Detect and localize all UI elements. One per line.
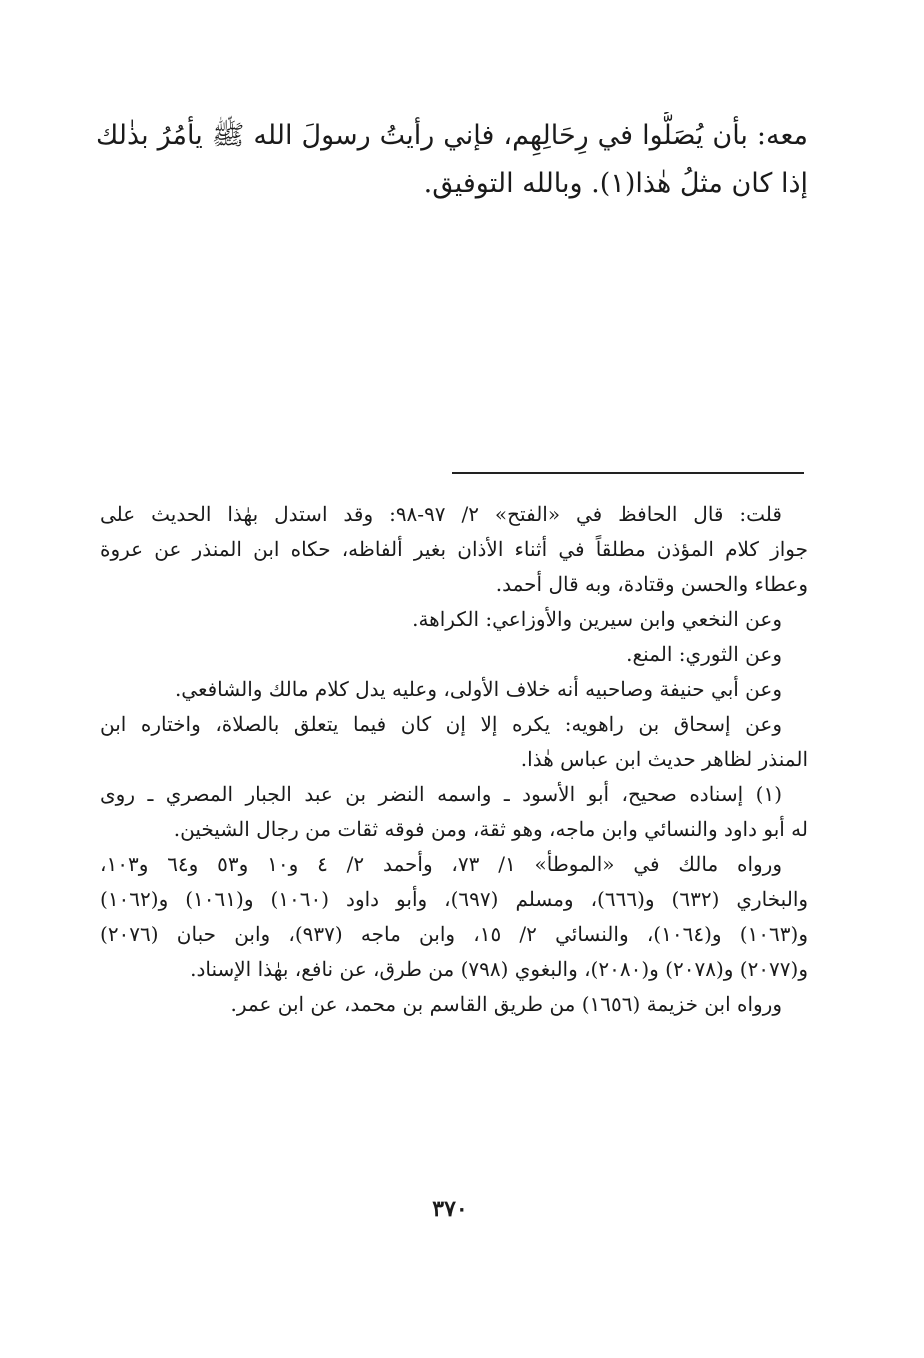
footnote-line: (١) إسناده صحيح، أبو الأسود ـ واسمه النضر بن عبد الجبار المصري ـ روى [100,782,782,806]
footnote-line: له أبو داود والنسائي وابن ماجه، وهو ثقة، ومن فوقه ثقات من رجال الشيخين. [173,817,808,841]
commentary-line: جواز كلام المؤذن مطلقاً في أثناء الأذان بغير ألفاظه، حكاه ابن المنذر عن عروة [100,537,808,561]
footnote-line: ورواه ابن خزيمة (١٦٥٦) من طريق القاسم بن محمد، عن ابن عمر. [230,992,782,1016]
footnote-separator [452,472,804,474]
commentary-line: وعن الثوري: المنع. [626,642,782,666]
footnote-line: و(١٠٦٣) و(١٠٦٤)، والنسائي ٢/ ١٥، وابن ماجه (٩٣٧)، وابن حبان (٢٠٧٦) [100,922,808,946]
commentary-line: وعن أبي حنيفة وصاحبيه أنه خلاف الأولى، وعليه يدل كلام مالك والشافعي. [174,677,782,701]
footnote-line: والبخاري (٦٣٢) و(٦٦٦)، ومسلم (٦٩٧)، وأبو داود (١٠٦٠) و(١٠٦١) و(١٠٦٢) [100,887,808,911]
footnotes-block [100,497,808,1022]
main-text-line: معه: بأن يُصَلُّوا في رِحَالِهِم، فإني رأيتُ رسولَ الله ﷺ يأمُرُ بذٰلك [96,120,808,151]
main-text-line: إذا كان مثلُ هٰذا(١). وبالله التوفيق. [423,168,808,199]
commentary-line: وعن إسحاق بن راهويه: يكره إلا إن كان فيما يتعلق بالصلاة، واختاره ابن [100,712,782,736]
commentary-line: المنذر لظاهر حديث ابن عباس هٰذا. [520,747,808,771]
page-number: ٣٧٠ [432,1196,468,1222]
footnote-line: ورواه مالك في «الموطأ» ١/ ٧٣، وأحمد ٢/ ٤ و١٠ و٥٣ و٦٤ و١٠٣، [100,852,782,876]
commentary-line: وعن النخعي وابن سيرين والأوزاعي: الكراهة. [412,607,782,631]
commentary-line: وعطاء والحسن وقتادة، وبه قال أحمد. [495,572,808,596]
footnote-line: و(٢٠٧٧) و(٢٠٧٨) و(٢٠٨٠)، والبغوي (٧٩٨) من طرق، عن نافع، بهٰذا الإسناد. [190,957,808,981]
main-text-block [96,112,808,208]
commentary-line: قلت: قال الحافظ في «الفتح» ٢/ ٩٧-٩٨: وقد استدل بهٰذا الحديث على [100,502,782,526]
